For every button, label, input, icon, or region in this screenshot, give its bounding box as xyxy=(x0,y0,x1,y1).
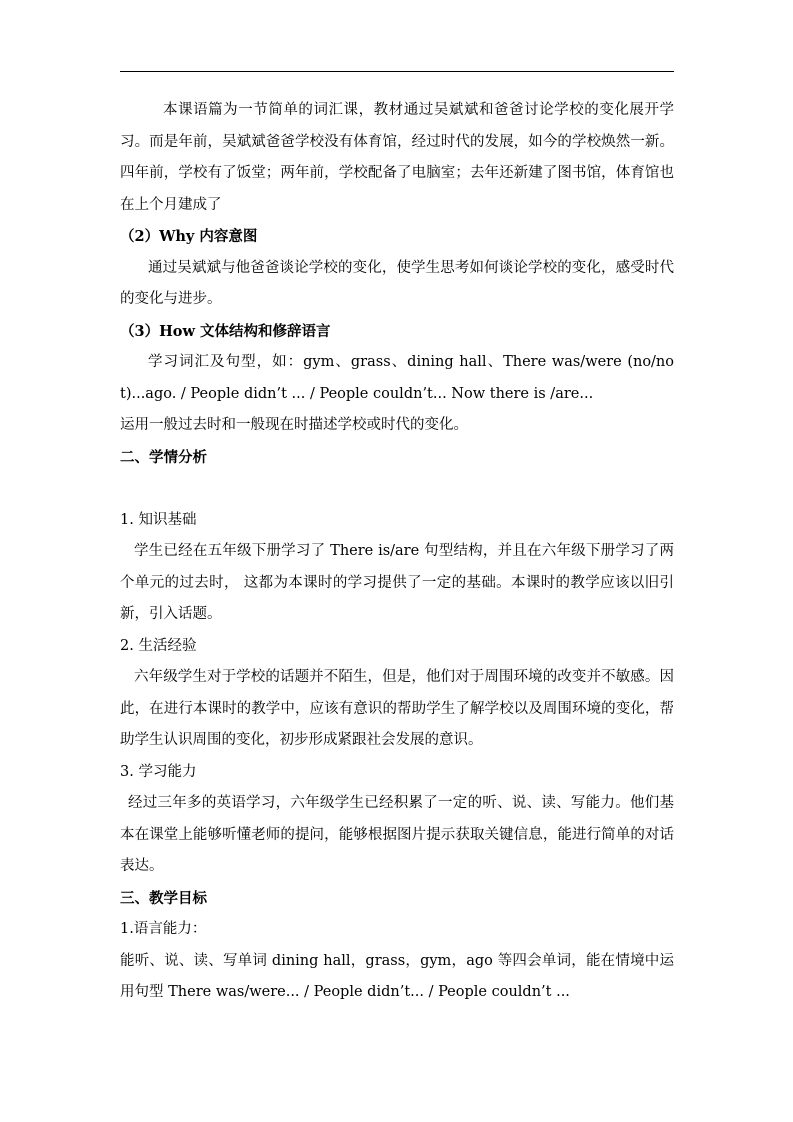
blank-line xyxy=(120,473,674,505)
subheading-learning-ability: 3. 学习能力 xyxy=(120,763,197,780)
subheading-language-ability: 1.语言能力： xyxy=(120,921,207,937)
document-body xyxy=(120,95,674,1009)
paragraph-vocab-sentences: 学习词汇及句型，如：gym、grass、dining hall、There was/were (no/not)...ago. / People didn’t ... / People couldn’t... Now there is /are... xyxy=(120,354,674,402)
subheading-life-experience: 2. 生活经验 xyxy=(120,637,197,654)
paragraph-why-intent: 通过吴斌斌与他爸爸谈论学校的变化，使学生思考如何谈论学校的变化，感受时代的变化与进步。 xyxy=(120,259,674,307)
paragraph-learning-ability: 经过三年多的英语学习，六年级学生已经积累了一定的听、说、读、写能力。他们基本在课堂上能够听懂老师的提问，能够根据图片提示获取关键信息，能进行简单的对话表达。 xyxy=(120,795,674,874)
paragraph-life-experience: 六年级学生对于学校的话题并不陌生，但是，他们对于周围环境的改变并不敏感。因此，在进行本课时的教学中，应该有意识的帮助学生了解学校以及周围环境的变化，帮助学生认识周围的变化，初步形成紧跟社会发展的意识。 xyxy=(120,669,674,748)
paragraph-lesson-overview: 本课语篇为一节简单的词汇课，教材通过吴斌斌和爸爸讨论学校的变化展开学习。而是年前，吴斌斌爸爸学校没有体育馆，经过时代的发展，如今的学校焕然一新。四年前，学校有了饭堂；两年前，学校配备了电脑室；去年还新建了图书馆，体育馆也在上个月建成了 xyxy=(120,102,674,213)
section-heading-learner-analysis: 二、学情分析 xyxy=(120,448,207,466)
paragraph-language-ability: 能听、说、读、写单词 dining hall，grass，gym，ago 等四会单词，能在情境中运用句型 There was/were... / People didn’t... / People couldn’t ... xyxy=(120,952,674,1000)
paragraph-tense-usage: 运用一般过去时和一般现在时描述学校或时代的变化。 xyxy=(120,417,468,433)
paragraph-knowledge-base: 学生已经在五年级下册学习了 There is/are 句型结构，并且在六年级下册学习了两个单元的过去时， 这都为本课时的学习提供了一定的基础。本课时的教学应该以旧引新，引入话题。 xyxy=(120,543,674,622)
section-heading-teaching-goals: 三、教学目标 xyxy=(120,889,207,907)
subheading-knowledge-base: 1. 知识基础 xyxy=(120,511,197,528)
heading-how-structure: （3）How 文体结构和修辞语言 xyxy=(120,322,331,340)
heading-why-intent: （2）Why 内容意图 xyxy=(120,228,258,245)
header-rule xyxy=(120,71,674,72)
